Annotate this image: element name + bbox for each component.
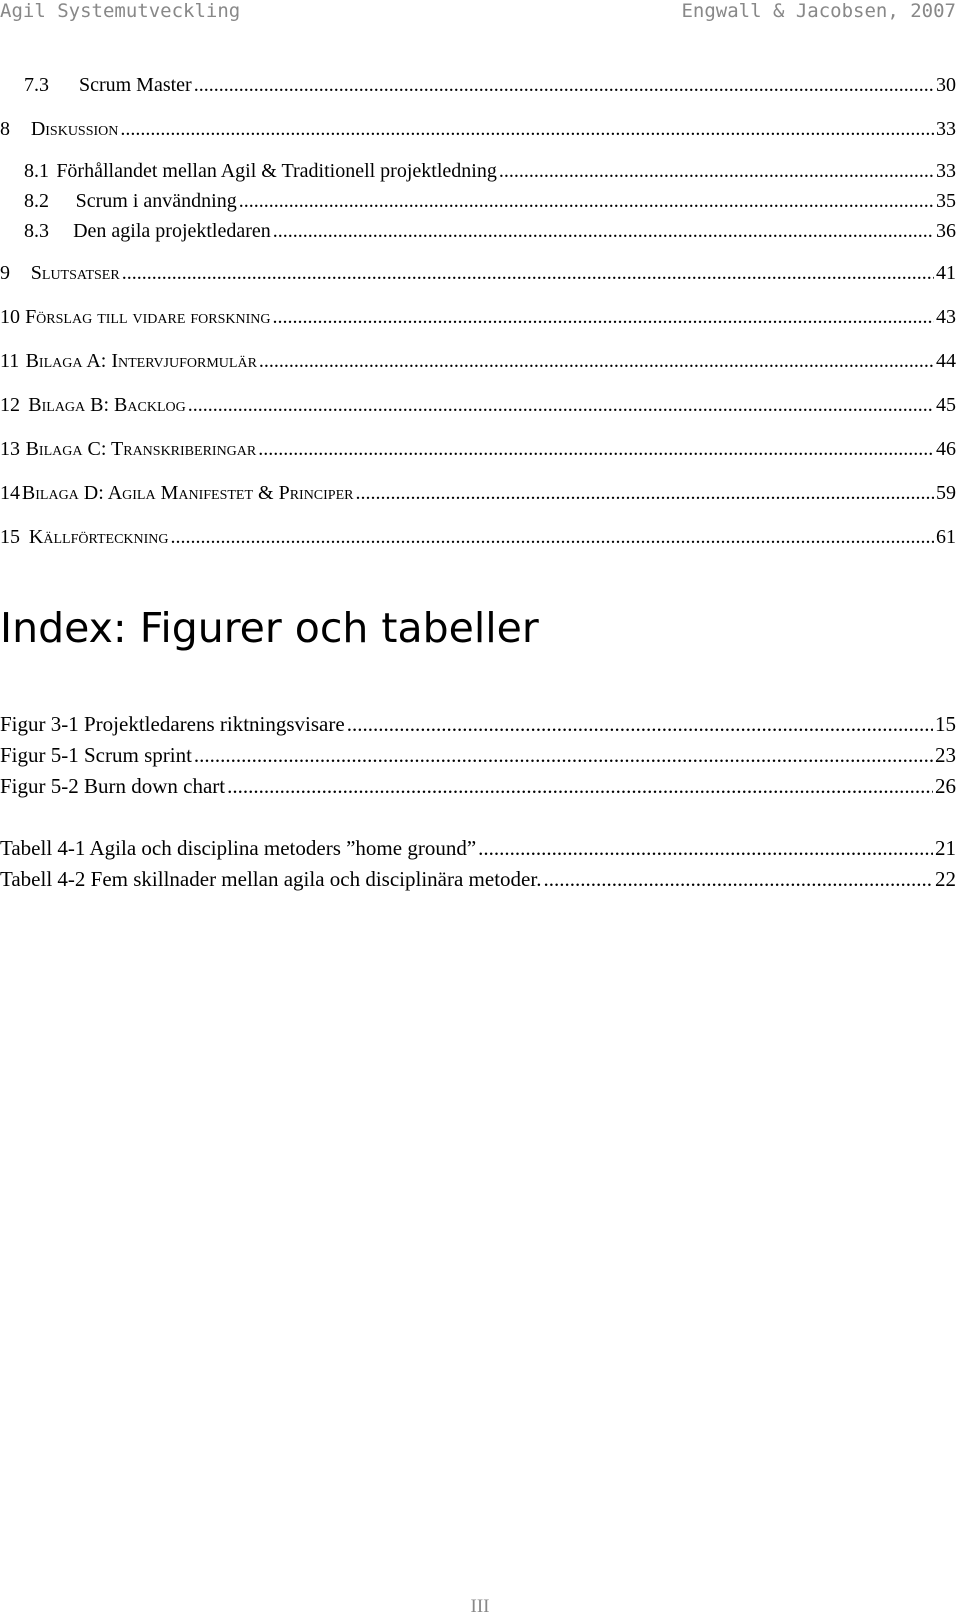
toc-entry-8-3[interactable]: [0, 220, 956, 243]
toc-entry-number: 8.1: [24, 160, 49, 182]
toc-entry-title: Diskussion: [30, 118, 119, 140]
figure-entry-page: 23: [935, 743, 956, 767]
toc-entry-number: 8.2: [24, 190, 49, 212]
toc-leader-dots: [171, 526, 934, 549]
toc-entry-8-1[interactable]: [0, 160, 956, 183]
toc-leader-dots: [122, 262, 934, 285]
header-authors-year: Engwall & Jacobsen, 2007: [681, 0, 956, 22]
toc-entry-title: Bilaga C: Transkriberingar: [25, 438, 257, 460]
toc-entry-number: 8: [0, 118, 10, 140]
toc-leader-dots: [259, 350, 934, 373]
toc-entry-number: 11: [0, 350, 20, 372]
toc-entry-page: 46: [936, 438, 956, 460]
toc-entry-9[interactable]: [0, 262, 956, 285]
toc-entry-8-2[interactable]: [0, 190, 956, 213]
toc-entry-number: 7.3: [24, 74, 49, 96]
toc-entry-8[interactable]: [0, 118, 956, 141]
page-number: III: [470, 1596, 490, 1617]
toc-entry-10[interactable]: [0, 306, 956, 329]
figure-entry-page: 26: [935, 774, 956, 798]
table-leader-dots: [478, 836, 933, 861]
toc-entry-number: 10: [0, 306, 20, 328]
figure-entry-title: Figur 3-1 Projektledarens riktningsvisare: [0, 712, 345, 736]
toc-leader-dots: [273, 306, 934, 329]
toc-entry-number: 15: [0, 526, 20, 548]
figure-leader-dots: [194, 743, 933, 768]
toc-leader-dots: [258, 438, 934, 461]
figure-leader-dots: [347, 712, 933, 737]
toc-leader-dots: [273, 220, 934, 243]
toc-entry-title: Förhållandet mellan Agil & Traditionell projektledning: [56, 160, 497, 182]
toc-entry-title: Slutsatser: [30, 262, 120, 284]
toc-leader-dots: [194, 74, 934, 97]
toc-entry-14[interactable]: [0, 482, 956, 505]
toc-entry-title: Förslag till vidare forskning: [25, 306, 271, 328]
toc-entry-title: Källförteckning: [28, 526, 169, 548]
toc-entry-13[interactable]: [0, 438, 956, 461]
toc-leader-dots: [499, 160, 934, 183]
figure-entry-title: Figur 5-2 Burn down chart: [0, 774, 226, 798]
table-entry[interactable]: [0, 867, 956, 892]
toc-entry-page: 33: [936, 160, 956, 182]
toc-entry-number: 9: [0, 262, 10, 284]
toc-entry-page: 33: [936, 118, 956, 140]
figure-entry-title: Figur 5-1 Scrum sprint: [0, 743, 192, 767]
toc-entry-page: 35: [936, 190, 956, 212]
toc-leader-dots: [188, 394, 934, 417]
header-document-title: Agil Systemutveckling: [0, 0, 241, 22]
table-leader-dots: [543, 867, 933, 892]
toc-entry-page: 45: [936, 394, 956, 416]
toc-entry-page: 43: [936, 306, 956, 328]
table-entry-page: 22: [935, 867, 956, 891]
toc-entry-page: 36: [936, 220, 956, 242]
figure-entry[interactable]: [0, 712, 956, 737]
toc-entry-12[interactable]: [0, 394, 956, 417]
toc-entry-page: 41: [936, 262, 956, 284]
table-entry-title: Tabell 4-1 Agila och disciplina metoders ”home ground”: [0, 836, 477, 860]
toc-entry-title: Bilaga A: Intervjuformulär: [25, 350, 257, 372]
toc-entry-11[interactable]: [0, 350, 956, 373]
toc-entry-15[interactable]: [0, 526, 956, 549]
toc-leader-dots: [239, 190, 934, 213]
figure-entry[interactable]: [0, 743, 956, 768]
toc-entry-title: Bilaga D: Agila Manifestet & Principer: [21, 482, 354, 504]
table-entry-page: 21: [935, 836, 956, 860]
toc-entry-page: 59: [936, 482, 956, 504]
table-entry-title: Tabell 4-2 Fem skillnader mellan agila och disciplinära metoder.: [0, 867, 542, 891]
toc-entry-number: 8.3: [24, 220, 49, 242]
figure-leader-dots: [227, 774, 933, 799]
toc-entry-page: 44: [936, 350, 956, 372]
toc-entry-number: 12: [0, 394, 20, 416]
toc-leader-dots: [355, 482, 934, 505]
running-header: [0, 0, 960, 40]
figure-entry-page: 15: [935, 712, 956, 736]
toc-entry-title: Bilaga B: Backlog: [28, 394, 186, 416]
toc-entry-number: 13: [0, 438, 20, 460]
toc-entry-7-3[interactable]: [0, 74, 956, 97]
toc-leader-dots: [120, 118, 934, 141]
toc-entry-title: Scrum i användning: [75, 190, 237, 212]
toc-entry-page: 30: [936, 74, 956, 96]
toc-entry-page: 61: [936, 526, 956, 548]
toc-entry-title: Scrum Master: [78, 74, 192, 96]
toc-entry-number: 14: [0, 482, 20, 504]
index-heading: Index: Figurer och tabeller: [0, 604, 539, 652]
table-entry[interactable]: [0, 836, 956, 861]
figure-entry[interactable]: [0, 774, 956, 799]
toc-entry-title: Den agila projektledaren: [73, 220, 271, 242]
